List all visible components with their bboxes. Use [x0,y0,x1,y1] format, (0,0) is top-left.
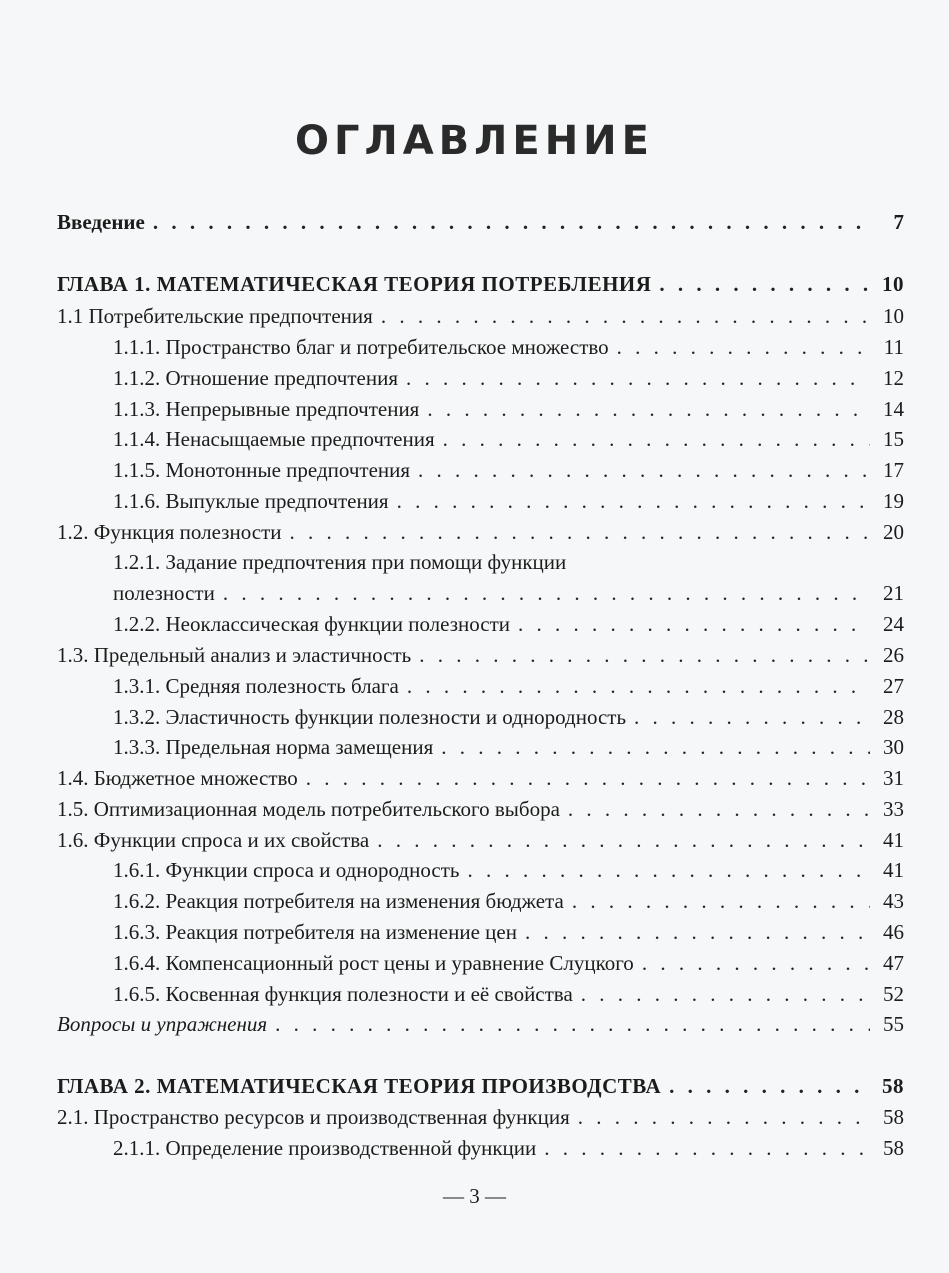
toc-entry-label: ГЛАВА 1. МАТЕМАТИЧЕСКАЯ ТЕОРИЯ ПОТРЕБЛЕНИЯ [57,272,652,296]
toc-entry-label: Вопросы и упражнения [57,1012,268,1036]
toc-entry-label: полезности [113,581,215,605]
toc-entry-label: 1.1.4. Ненасыщаемые предпочтения [113,427,435,451]
toc-entry-page: 10 [883,304,904,328]
toc-entry-page: 20 [883,520,904,544]
toc-entry-label: 1.3. Предельный анализ и эластичность [57,643,412,667]
dot-leader [397,487,870,515]
toc-entry-page: 58 [883,1105,904,1129]
page-number: — 3 — [443,1184,506,1208]
dot-leader [518,610,870,638]
toc-entry[interactable] [113,456,904,484]
toc-entry[interactable] [57,302,904,330]
toc-entry-label: 2.1. Пространство ресурсов и производственная функция [57,1105,570,1129]
toc-entry[interactable] [113,333,904,361]
toc-entry-page: 7 [893,210,904,234]
toc-entry-label: 2.1.1. Определение производственной функции [113,1136,537,1160]
dot-leader [153,208,870,236]
toc-entry[interactable] [113,918,904,946]
toc-entry-page: 12 [883,366,904,390]
toc-entry[interactable] [57,826,904,854]
toc-entry[interactable] [113,672,904,700]
toc-entry[interactable] [113,395,904,423]
dot-leader [418,456,870,484]
toc-entry-page: 24 [883,612,904,636]
toc-entry-page: 17 [883,458,904,482]
dot-leader [581,980,870,1008]
toc-entry-page: 46 [883,920,904,944]
toc-entry-label: 1.6.4. Компенсационный рост цены и уравнение Слуцкого [113,951,634,975]
toc-entry-label: 1.6.1. Функции спроса и однородность [113,858,460,882]
dot-leader [443,425,870,453]
dot-leader [441,733,870,761]
dot-leader [544,1134,870,1162]
toc-entry-label: 1.6. Функции спроса и их свойства [57,828,370,852]
toc-entry[interactable] [113,425,904,453]
toc-entry[interactable] [113,703,904,731]
toc-entry-page: 58 [882,1074,904,1098]
toc-entry-label: 1.1 Потребительские предпочтения [57,304,373,328]
dot-leader [642,949,870,977]
toc-entry-page: 31 [883,766,904,790]
dot-leader [467,856,870,884]
toc-entry[interactable] [113,856,904,884]
toc-entry[interactable] [113,1134,904,1162]
toc-entry-page: 43 [883,889,904,913]
toc-entry-page: 26 [883,643,904,667]
toc-entry[interactable] [113,610,904,638]
toc-entry-page: 15 [883,427,904,451]
toc-entry-label: 1.1.2. Отношение предпочтения [113,366,398,390]
toc-entry-label: 1.4. Бюджетное множество [57,766,298,790]
toc-entry-label: 1.1.6. Выпуклые предпочтения [113,489,389,513]
dot-leader [306,764,870,792]
toc-entry-label: 1.6.2. Реакция потребителя на изменения бюджета [113,889,564,913]
toc-entry-label: 1.5. Оптимизационная модель потребительского выбора [57,797,560,821]
dot-leader [659,270,870,298]
dot-leader [419,641,870,669]
dot-leader [275,1010,870,1038]
toc-entry[interactable] [113,487,904,515]
toc-entry-page: 30 [883,735,904,759]
dot-leader [223,579,870,607]
toc-entry[interactable] [57,795,904,823]
toc-entry-page: 33 [883,797,904,821]
dot-leader [406,364,870,392]
dot-leader [377,826,870,854]
toc-entry-label: 1.2. Функция полезности [57,520,282,544]
toc-entry[interactable] [113,733,904,761]
toc-entry-questions[interactable] [57,1010,904,1038]
toc-entry-label: 1.3.2. Эластичность функции полезности и однородность [113,705,627,729]
toc-entry-label: 1.1.5. Монотонные предпочтения [113,458,411,482]
toc-entry-page: 41 [883,828,904,852]
toc-entry-label: ГЛАВА 2. МАТЕМАТИЧЕСКАЯ ТЕОРИЯ ПРОИЗВОДСТВА [57,1074,662,1098]
dot-leader [525,918,870,946]
toc-entry-page: 58 [883,1136,904,1160]
toc-entry-label: 1.6.5. Косвенная функция полезности и её свойства [113,982,573,1006]
toc-entry[interactable] [57,518,904,546]
toc-entry-page: 27 [883,674,904,698]
toc-entry-page: 47 [883,951,904,975]
toc-entry[interactable] [113,949,904,977]
toc-entry-label: 1.3.3. Предельная норма замещения [113,735,434,759]
toc-entry-label: 1.1.1. Пространство благ и потребительское множество [113,335,609,359]
toc-entry-introduction[interactable] [57,208,904,236]
toc-entry[interactable] [113,579,904,607]
toc-entry[interactable] [113,887,904,915]
toc-entry-page: 21 [883,581,904,605]
toc-entry[interactable] [113,364,904,392]
dot-leader [669,1072,870,1100]
page-title: ОГЛАВЛЕНИЕ [295,118,654,164]
toc-entry-page: 14 [883,397,904,421]
toc-entry-label: Введение [57,210,145,234]
toc-entry-page: 19 [883,489,904,513]
dot-leader [568,795,870,823]
toc-entry-page: 55 [883,1012,904,1036]
dot-leader [634,703,870,731]
toc-entry-page: 11 [883,335,904,359]
toc-entry[interactable] [57,1103,904,1131]
toc-entry[interactable] [57,641,904,669]
toc-entry-chapter-2[interactable] [57,1072,904,1100]
toc-entry-page: 10 [882,272,904,296]
dot-leader [427,395,870,423]
toc-entry-label: 1.3.1. Средняя полезность блага [113,674,399,698]
toc-entry-page: 41 [883,858,904,882]
toc-entry[interactable] [113,980,904,1008]
toc-entry-label: 1.1.3. Непрерывные предпочтения [113,397,420,421]
dot-leader [572,887,870,915]
toc-entry[interactable] [57,764,904,792]
toc-entry-page: 52 [883,982,904,1006]
dot-leader [289,518,870,546]
dot-leader [381,302,870,330]
dot-leader [407,672,870,700]
toc-entry-label-line1: 1.2.1. Задание предпочтения при помощи функции [113,550,567,574]
dot-leader [578,1103,870,1131]
toc-entry-label: 1.6.3. Реакция потребителя на изменение цен [113,920,517,944]
toc-entry-page: 28 [883,705,904,729]
dot-leader [617,333,870,361]
toc-entry-chapter-1[interactable] [57,270,904,298]
toc-entry-label: 1.2.2. Неоклассическая функции полезности [113,612,511,636]
